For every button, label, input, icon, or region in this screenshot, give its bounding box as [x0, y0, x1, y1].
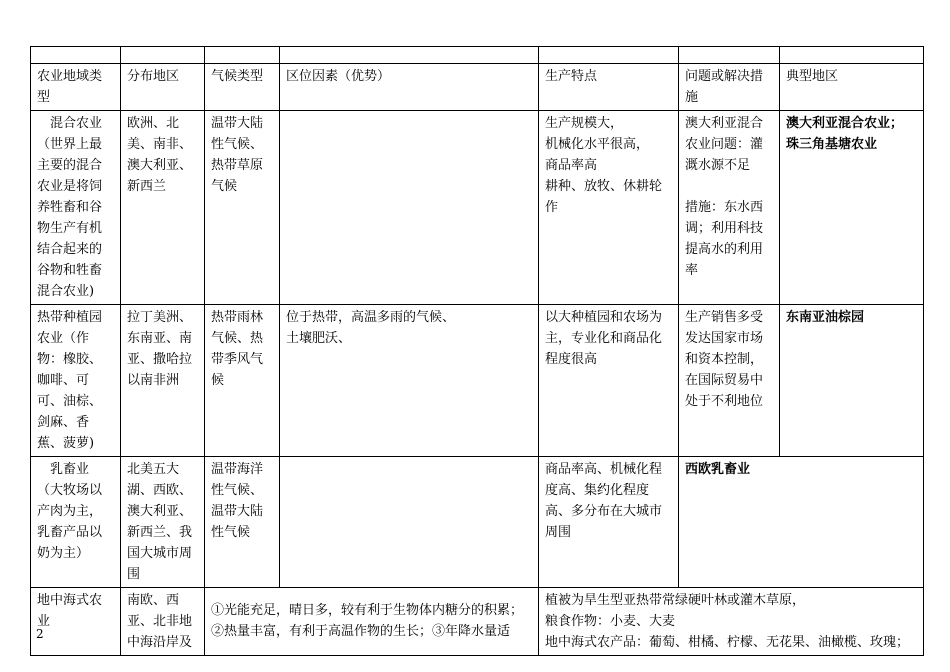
cell-problem	[679, 111, 780, 305]
problem-text: 澳大利亚混合农业问题：灌溉水源不足	[685, 116, 764, 173]
cell-distribution: 南欧、西亚、北非地中海沿岸及	[121, 588, 205, 656]
header-cell-typical: 典型地区	[780, 64, 924, 111]
cell-location	[280, 305, 539, 457]
feature-line: 粮食作物：小麦、大麦	[545, 614, 676, 629]
measure-text: 措施：东水西调；利用科技提高水的利用率	[685, 200, 764, 278]
location-line: 土壤肥沃、	[286, 331, 352, 346]
cell-type	[31, 457, 121, 588]
blank-cell	[121, 47, 205, 64]
header-cell-climate: 气候类型	[205, 64, 280, 111]
cell-type	[31, 111, 121, 305]
feature-line: 机械化水平很高，	[545, 137, 650, 152]
table-row-mixed-farming	[31, 111, 924, 305]
agriculture-table	[30, 46, 924, 656]
header-row	[31, 64, 924, 111]
cell-features: 商品率高、机械化程度高、集约化程度高、多分布在大城市周围	[539, 457, 679, 588]
cell-type: 地中海式农业	[31, 588, 121, 656]
cell-type: 热带种植园农业（作物：橡胶、咖啡、可可、油棕、剑麻、香蕉、菠萝)	[31, 305, 121, 457]
blank-cell	[31, 47, 121, 64]
cell-features	[539, 111, 679, 305]
feature-line: 生产规模大，	[545, 116, 624, 131]
cell-distribution: 欧洲、北美、南非、澳大利亚、新西兰	[121, 111, 205, 305]
table-row-dairy	[31, 457, 924, 588]
cell-features	[539, 588, 924, 656]
feature-line: 商品率高	[545, 158, 598, 173]
header-cell-problem: 问题或解决措施	[679, 64, 780, 111]
type-note: （大牧场以产肉为主，乳畜产品以奶为主）	[37, 483, 103, 561]
header-cell-features: 生产特点	[539, 64, 679, 111]
cell-climate: 热带雨林气候、热带季风气候	[205, 305, 280, 457]
cell-typical	[780, 111, 924, 305]
location-line: 位于热带，高温多雨的气候、	[286, 310, 456, 325]
feature-line: 植被为旱生型亚热带常绿硬叶林或灌木草原，	[545, 593, 806, 608]
spacer	[685, 176, 773, 197]
header-cell-location: 区位因素（优势）	[280, 64, 539, 111]
type-label: 混合农业	[50, 116, 103, 131]
cell-climate: 温带海洋性气候、温带大陆性气候	[205, 457, 280, 588]
cell-distribution: 拉丁美洲、东南亚、南亚、撒哈拉以南非洲	[121, 305, 205, 457]
cell-features: 以大种植园和农场为主，专业化和商品化程度很高	[539, 305, 679, 457]
feature-line: 地中海式农产品：葡萄、柑橘、柠檬、无花果、油橄榄、玫瑰；	[545, 635, 910, 650]
cell-typical: 西欧乳畜业	[679, 457, 924, 588]
cell-problem: 生产销售多受发达国家市场和资本控制，在国际贸易中处于不利地位	[679, 305, 780, 457]
blank-cell	[679, 47, 780, 64]
location-line: ①光能充足，晴日多，较有利于生物体内糖分的积累；	[211, 603, 524, 618]
type-note: （世界上最主要的混合农业是将饲养牲畜和谷物生产有机结合起来的谷物和牲畜混合农业)	[37, 137, 103, 299]
blank-cell	[539, 47, 679, 64]
feature-line: 耕种、放牧、休耕轮作	[545, 179, 663, 215]
cell-location	[280, 111, 539, 305]
header-cell-type: 农业地域类型	[31, 64, 121, 111]
blank-cell	[205, 47, 280, 64]
blank-cell	[780, 47, 924, 64]
typical-line: 澳大利亚混合农业；	[786, 116, 904, 131]
cell-typical: 东南亚油棕园	[780, 305, 924, 457]
page-number: 2	[36, 627, 44, 641]
cell-location	[280, 457, 539, 588]
blank-row	[31, 47, 924, 64]
cell-distribution: 北美五大湖、西欧、澳大利亚、新西兰、我国大城市周围	[121, 457, 205, 588]
location-line: ②热量丰富，有利于高温作物的生长；③年降水量适	[211, 624, 511, 639]
header-cell-distribution: 分布地区	[121, 64, 205, 111]
type-label: 乳畜业	[50, 462, 90, 477]
table-row-plantation	[31, 305, 924, 457]
cell-location	[205, 588, 539, 656]
blank-cell	[280, 47, 539, 64]
cell-climate: 温带大陆性气候、热带草原气候	[205, 111, 280, 305]
table-row-mediterranean	[31, 588, 924, 656]
typical-line: 珠三角基塘农业	[786, 137, 878, 152]
